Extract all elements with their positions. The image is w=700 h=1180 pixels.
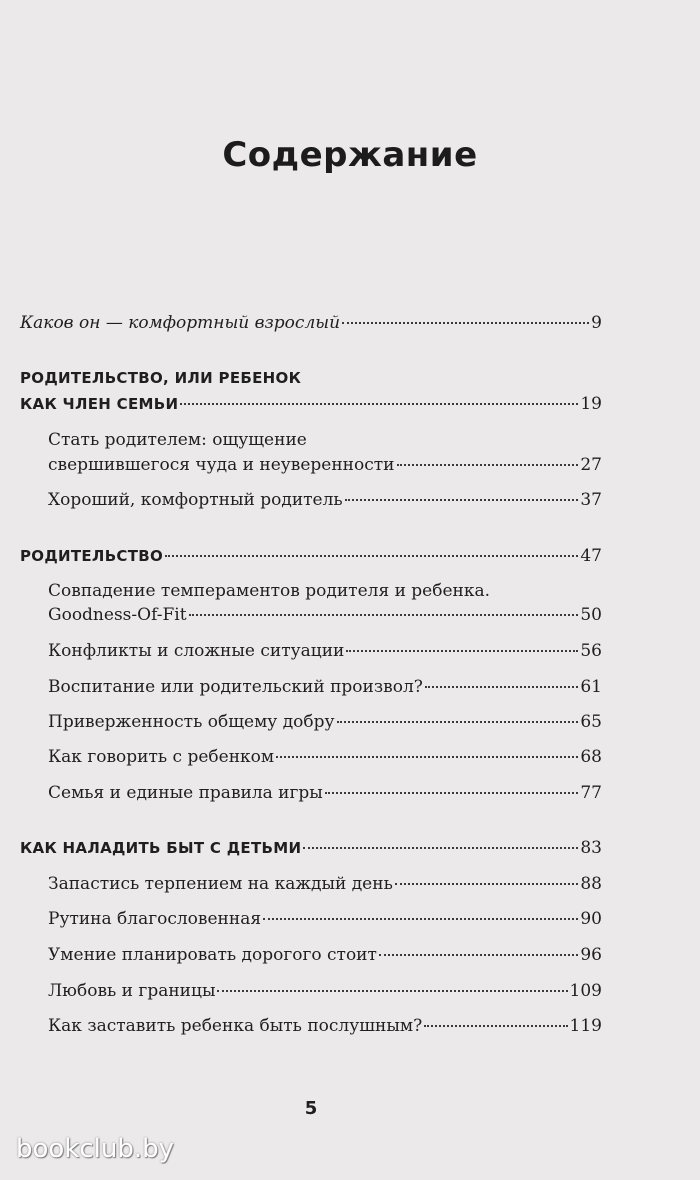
toc-entry-label: Рутина благословенная bbox=[48, 909, 262, 929]
dot-leader bbox=[180, 403, 578, 405]
toc-entry-page: 90 bbox=[580, 909, 602, 929]
toc-entry-label: Воспитание или родительский произвол? bbox=[48, 677, 423, 697]
toc-entry-line1: Совпадение темпераментов родителя и ребенка. bbox=[48, 581, 491, 601]
toc-entry-line1: Стать родителем: ощущение bbox=[48, 430, 307, 450]
toc-entry[interactable] bbox=[48, 455, 602, 475]
dot-leader bbox=[337, 721, 579, 723]
toc-entry-page: 37 bbox=[580, 490, 602, 510]
toc-chapter-1[interactable] bbox=[20, 394, 602, 414]
dot-leader bbox=[189, 614, 579, 616]
toc-chapter-3[interactable] bbox=[20, 838, 602, 858]
toc-entry-page: 47 bbox=[580, 546, 602, 566]
toc-entry-page: 83 bbox=[580, 838, 602, 858]
dot-leader bbox=[425, 686, 579, 688]
toc-entry[interactable] bbox=[48, 909, 602, 929]
toc-entry[interactable] bbox=[48, 677, 602, 697]
dot-leader bbox=[165, 555, 578, 557]
toc-entry-label: Приверженность общему добру bbox=[48, 712, 335, 732]
toc-entry[interactable] bbox=[48, 605, 602, 625]
toc-entry-label: КАК ЧЛЕН СЕМЬИ bbox=[20, 395, 179, 413]
page-number: 5 bbox=[304, 1098, 318, 1119]
toc-entry-label: РОДИТЕЛЬСТВО bbox=[20, 547, 164, 565]
toc-entry[interactable] bbox=[48, 981, 602, 1001]
toc-entry[interactable] bbox=[48, 1016, 602, 1036]
toc-entry-label: Запастись терпением на каждый день bbox=[48, 874, 393, 894]
watermark: bookclub.by bbox=[16, 1134, 175, 1164]
toc-entry[interactable] bbox=[48, 747, 602, 767]
toc-entry-page: 19 bbox=[580, 394, 602, 414]
toc-entry-page: 61 bbox=[580, 677, 602, 697]
toc-entry-page: 96 bbox=[580, 945, 602, 965]
toc-chapter-line1: РОДИТЕЛЬСТВО, ИЛИ РЕБЕНОК bbox=[20, 369, 302, 387]
toc-entry[interactable] bbox=[48, 641, 602, 661]
dot-leader bbox=[276, 756, 578, 758]
dot-leader bbox=[424, 1025, 567, 1027]
toc-entry-label: Конфликты и сложные ситуации bbox=[48, 641, 345, 661]
toc-entry-page: 50 bbox=[580, 605, 602, 625]
toc-entry[interactable] bbox=[48, 874, 602, 894]
toc-entry-label: КАК НАЛАДИТЬ БЫТ С ДЕТЬМИ bbox=[20, 839, 302, 857]
toc-entry-label: Любовь и границы bbox=[48, 981, 216, 1001]
dot-leader bbox=[395, 883, 579, 885]
toc-entry[interactable] bbox=[48, 945, 602, 965]
toc-entry-label: Каков он — комфортный взрослый bbox=[20, 313, 341, 333]
toc-entry-label: Как заставить ребенка быть послушным? bbox=[48, 1016, 423, 1036]
toc-entry-page: 68 bbox=[580, 747, 602, 767]
toc-entry-intro[interactable] bbox=[20, 313, 602, 333]
dot-leader bbox=[342, 322, 589, 324]
dot-leader bbox=[346, 650, 578, 652]
toc-entry[interactable] bbox=[48, 712, 602, 732]
toc-entry-label: свершившегося чуда и неуверенности bbox=[48, 455, 395, 475]
toc-entry-label: Семья и единые правила игры bbox=[48, 783, 323, 803]
toc-entry-page: 88 bbox=[580, 874, 602, 894]
toc-entry-page: 109 bbox=[569, 981, 602, 1001]
toc-entry-label: Хороший, комфортный родитель bbox=[48, 490, 343, 510]
dot-leader bbox=[397, 464, 579, 466]
toc-entry-page: 119 bbox=[569, 1016, 602, 1036]
toc-entry[interactable] bbox=[48, 783, 602, 803]
toc-entry-label: Goodness-Of-Fit bbox=[48, 605, 187, 625]
dot-leader bbox=[345, 499, 579, 501]
toc-entry-page: 56 bbox=[580, 641, 602, 661]
toc-entry-page: 9 bbox=[591, 313, 602, 333]
toc-entry-page: 77 bbox=[580, 783, 602, 803]
dot-leader bbox=[303, 847, 578, 849]
dot-leader bbox=[217, 990, 567, 992]
dot-leader bbox=[379, 954, 578, 956]
page-title: Содержание bbox=[222, 135, 478, 175]
toc-entry-label: Умение планировать дорогого стоит bbox=[48, 945, 377, 965]
toc-chapter-2[interactable] bbox=[20, 546, 602, 566]
toc-entry[interactable] bbox=[48, 490, 602, 510]
toc-entry-label: Как говорить с ребенком bbox=[48, 747, 275, 767]
dot-leader bbox=[325, 792, 579, 794]
toc-entry-page: 65 bbox=[580, 712, 602, 732]
dot-leader bbox=[263, 918, 578, 920]
toc-entry-page: 27 bbox=[580, 455, 602, 475]
